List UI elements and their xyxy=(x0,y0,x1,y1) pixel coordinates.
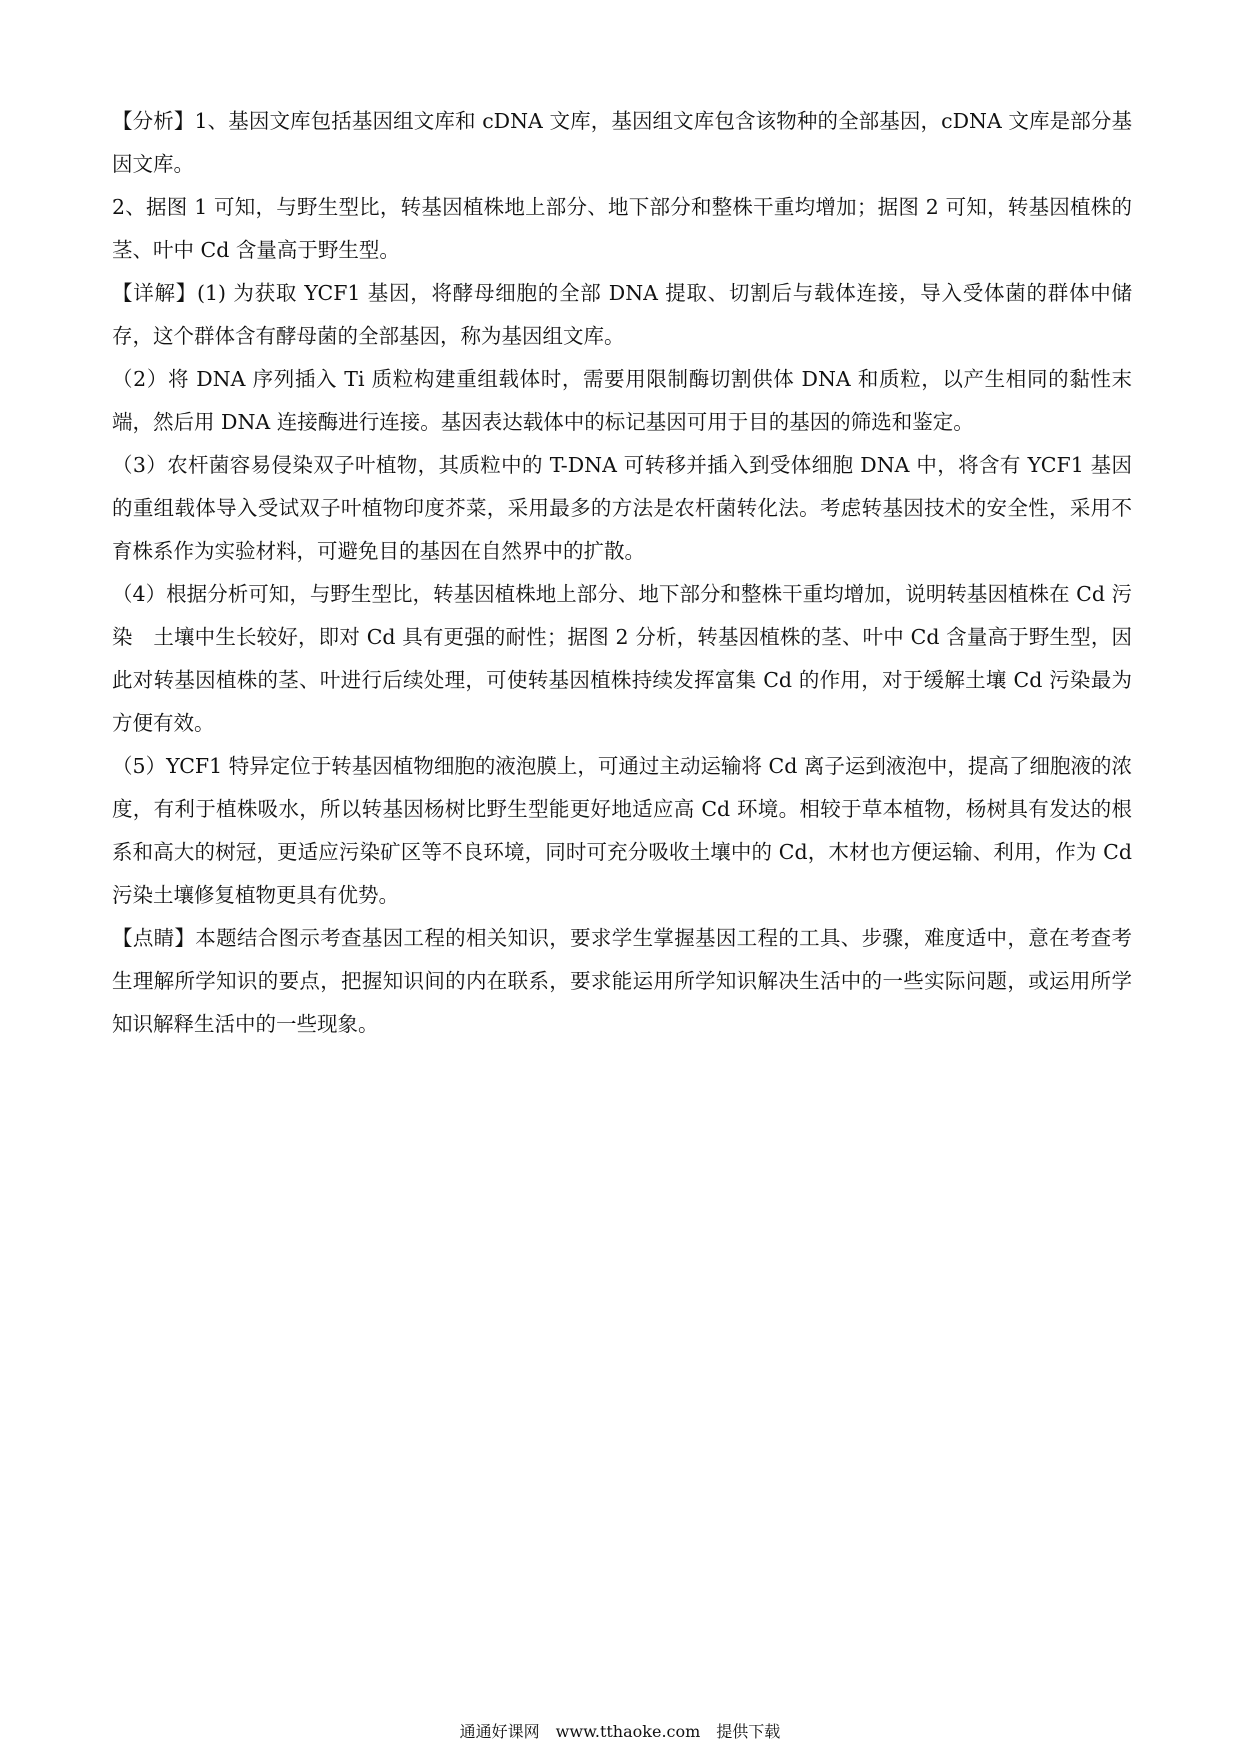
detail-paragraph-3: （3）农杆菌容易侵染双子叶植物，其质粒中的 T-DNA 可转移并插入到受体细胞 DNA 中，将含有 YCF1 基因的重组载体导入受试双子叶植物印度芥菜，采用最多的方法是农杆菌转化法。考虑转基因技术的安全性，采用不育株系作为实验材料，可避免目的基因在自然界中的扩散。 xyxy=(112,453,1132,563)
document-body xyxy=(112,100,1132,1046)
detail-paragraph-1: 【详解】(1) 为获取 YCF1 基因，将酵母细胞的全部 DNA 提取、切割后与载体连接，导入受体菌的群体中储存，这个群体含有酵母菌的全部基因，称为基因组文库。 xyxy=(112,281,1132,348)
detail-paragraph-5: （5）YCF1 特异定位于转基因植物细胞的液泡膜上，可通过主动运输将 Cd 离子运到液泡中，提高了细胞液的浓度，有利于植株吸水，所以转基因杨树比野生型能更好地适应高 Cd 环境。相较于草本植物，杨树具有发达的根系和高大的树冠，更适应污染矿区等不良环境，同时可充分吸收土壤中的 Cd，木材也方便运输、利用，作为 Cd 污染土壤修复植物更具有优势。 xyxy=(112,754,1132,907)
comment-paragraph: 【点睛】本题结合图示考查基因工程的相关知识，要求学生掌握基因工程的工具、步骤，难度适中，意在考查考生理解所学知识的要点，把握知识间的内在联系，要求能运用所学知识解决生活中的一些实际问题，或运用所学知识解释生活中的一些现象。 xyxy=(112,926,1132,1036)
analysis-paragraph-2: 2、据图 1 可知，与野生型比，转基因植株地上部分、地下部分和整株干重均增加；据图 2 可知，转基因植株的茎、叶中 Cd 含量高于野生型。 xyxy=(112,195,1132,262)
analysis-paragraph-1: 【分析】1、基因文库包括基因组文库和 cDNA 文库，基因组文库包含该物种的全部基因，cDNA 文库是部分基因文库。 xyxy=(112,109,1132,176)
page-footer: 通通好课网 www.tthaoke.com 提供下载 xyxy=(459,1722,781,1741)
detail-paragraph-2: （2）将 DNA 序列插入 Ti 质粒构建重组载体时，需要用限制酶切割供体 DNA 和质粒，以产生相同的黏性末端，然后用 DNA 连接酶进行连接。基因表达载体中的标记基因可用于目的基因的筛选和鉴定。 xyxy=(112,367,1132,434)
detail-paragraph-4: （4）根据分析可知，与野生型比，转基因植株地上部分、地下部分和整株干重均增加，说明转基因植株在 Cd 污染 土壤中生长较好，即对 Cd 具有更强的耐性；据图 2 分析，转基因植株的茎、叶中 Cd 含量高于野生型，因此对转基因植株的茎、叶进行后续处理，可使转基因植株持续发挥富集 Cd 的作用，对于缓解土壤 Cd 污染最为方便有效。 xyxy=(112,582,1132,735)
